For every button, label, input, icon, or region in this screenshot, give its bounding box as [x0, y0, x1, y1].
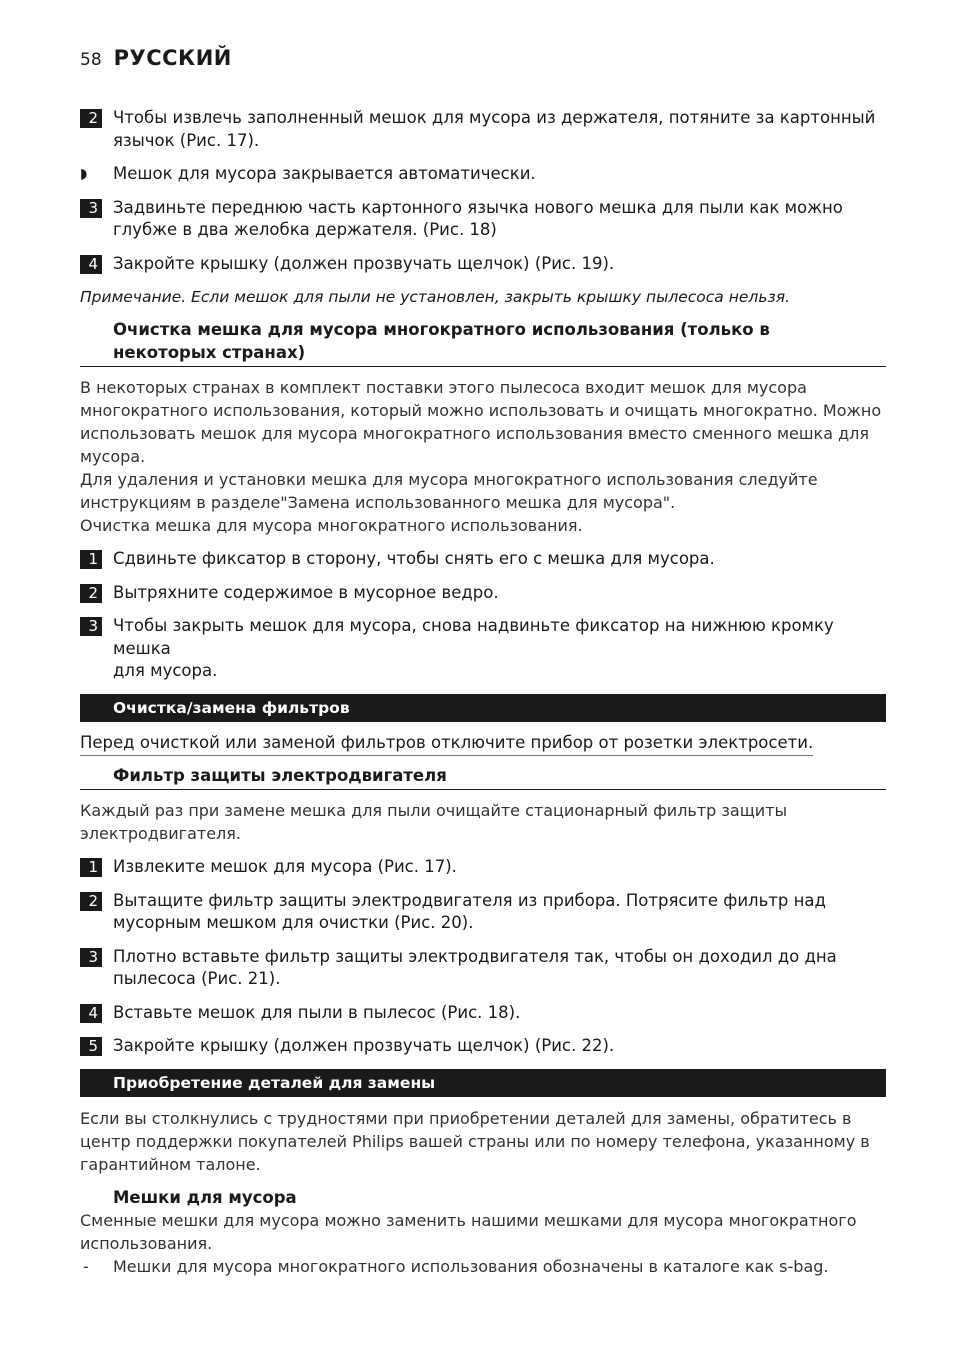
step-number: 3: [80, 617, 102, 636]
heading-line: Очистка мешка для мусора многократного использования (только в: [113, 320, 770, 339]
language-title: РУССКИЙ: [113, 46, 232, 70]
page-header: [80, 46, 232, 70]
step-2: [80, 890, 886, 935]
step-4: [80, 253, 886, 276]
step-text: язычок (Рис. 17).: [113, 130, 260, 150]
step-number: 4: [80, 255, 102, 274]
step-number: 2: [80, 109, 102, 128]
para-line: центр поддержки покупателей Philips вашей страны или по номеру телефона, указанному в: [80, 1131, 870, 1151]
para-line: мусора.: [80, 447, 146, 466]
para-line: электродвигателя.: [80, 824, 241, 843]
para-line: Сменные мешки для мусора можно заменить нашими мешками для мусора многократного: [80, 1210, 857, 1230]
note: Примечание. Если мешок для пыли не установлен, закрыть крышку пылесоса нельзя.: [80, 288, 790, 306]
para-line: В некоторых странах в комплект поставки этого пылесоса входит мешок для мусора: [80, 378, 807, 397]
step-3: [80, 946, 886, 991]
step-text: Закройте крышку (должен прозвучать щелчок) (Рис. 19).: [113, 253, 615, 273]
warning-text: Перед очисткой или заменой фильтров отключите прибор от розетки электросети.: [80, 732, 813, 756]
step-text: Вытряхните содержимое в мусорное ведро.: [113, 582, 499, 602]
step-number: 4: [80, 1004, 102, 1023]
step-text: Сдвиньте фиксатор в сторону, чтобы снять его с мешка для мусора.: [113, 549, 715, 568]
dash-list-item: [80, 1255, 886, 1278]
result-arrow-icon: ◗: [80, 166, 88, 182]
step-text: Плотно вставьте фильтр защиты электродвигателя так, чтобы он доходил до дна: [113, 946, 837, 966]
parts-paragraph: [80, 1107, 886, 1176]
para-line: Для удаления и установки мешка для мусора многократного использования следуйте: [80, 470, 818, 489]
para-line: Если вы столкнулись с трудностями при приобретении деталей для замены, обратитесь в: [80, 1108, 852, 1128]
step-text: Закройте крышку (должен прозвучать щелчок) (Рис. 22).: [113, 1036, 615, 1055]
step-text: Чтобы извлечь заполненный мешок для мусора из держателя, потяните за картонный: [113, 108, 876, 127]
step-text: Задвиньте переднюю часть картонного язычка нового мешка для пыли как можно: [113, 197, 843, 217]
step-number: 2: [80, 584, 102, 603]
step-text: для мусора.: [113, 661, 218, 680]
section-bar-filters: Очистка/замена фильтров: [80, 694, 886, 722]
step-2: [80, 107, 886, 152]
step-number: 3: [80, 948, 102, 967]
step-number: 1: [80, 550, 102, 569]
step-text: Вставьте мешок для пыли в пылесос (Рис. 18).: [113, 1002, 521, 1022]
step-text: Вытащите фильтр защиты электродвигателя из прибора. Потрясите фильтр над: [113, 890, 826, 910]
page-content: [80, 107, 886, 1278]
subheading-dust-bags: Мешки для мусора: [113, 1187, 297, 1207]
step-text: Чтобы закрыть мешок для мусора, снова надвиньте фиксатор на нижнюю кромку мешка: [113, 616, 834, 658]
para-line: инструкциям в разделе"Замена использованного мешка для мусора".: [80, 493, 676, 512]
para-line: гарантийном талоне.: [80, 1154, 261, 1174]
para-line: использовать мешок для мусора многократного использования вместо сменного мешка для: [80, 424, 869, 443]
step-1: [80, 856, 886, 879]
heading-line: некоторых странах): [113, 342, 306, 362]
para-line: многократного использования, который можно использовать и очищать многократно. Можно: [80, 401, 882, 420]
dust-bags-paragraph: [80, 1209, 886, 1255]
step-3: [80, 197, 886, 242]
dash-bullet: -: [83, 1256, 89, 1276]
subheading-motor-filter: Фильтр защиты электродвигателя: [80, 765, 886, 791]
page-number: 58: [80, 50, 102, 70]
section-bar-parts: Приобретение деталей для замены: [80, 1069, 886, 1097]
step-number: 5: [80, 1037, 102, 1056]
para-line: использования.: [80, 1233, 213, 1253]
para-line: Очистка мешка для мусора многократного использования.: [80, 516, 583, 535]
step-5: [80, 1035, 886, 1058]
step-number: 1: [80, 858, 102, 877]
para-line: Каждый раз при замене мешка для пыли очищайте стационарный фильтр защиты: [80, 801, 788, 820]
step-4: [80, 1002, 886, 1025]
result-text: Мешок для мусора закрывается автоматически.: [113, 164, 536, 183]
step-result: [80, 163, 886, 186]
dash-item-text: Мешки для мусора многократного использования обозначены в каталоге как s-bag.: [113, 1256, 829, 1276]
motor-filter-paragraph: [80, 799, 886, 845]
step-text: пылесоса (Рис. 21).: [113, 969, 281, 988]
step-1: [80, 548, 886, 571]
step-3: [80, 615, 886, 683]
step-text: мусорным мешком для очистки (Рис. 20).: [113, 913, 474, 932]
step-number: 2: [80, 892, 102, 911]
step-text: глубже в два желобка держателя. (Рис. 18): [113, 220, 497, 239]
step-number: 3: [80, 199, 102, 218]
step-text: Извлеките мешок для мусора (Рис. 17).: [113, 857, 457, 876]
reusable-bag-paragraph: [80, 376, 886, 537]
step-2: [80, 582, 886, 605]
section-heading-reusable-bag: [80, 319, 886, 367]
